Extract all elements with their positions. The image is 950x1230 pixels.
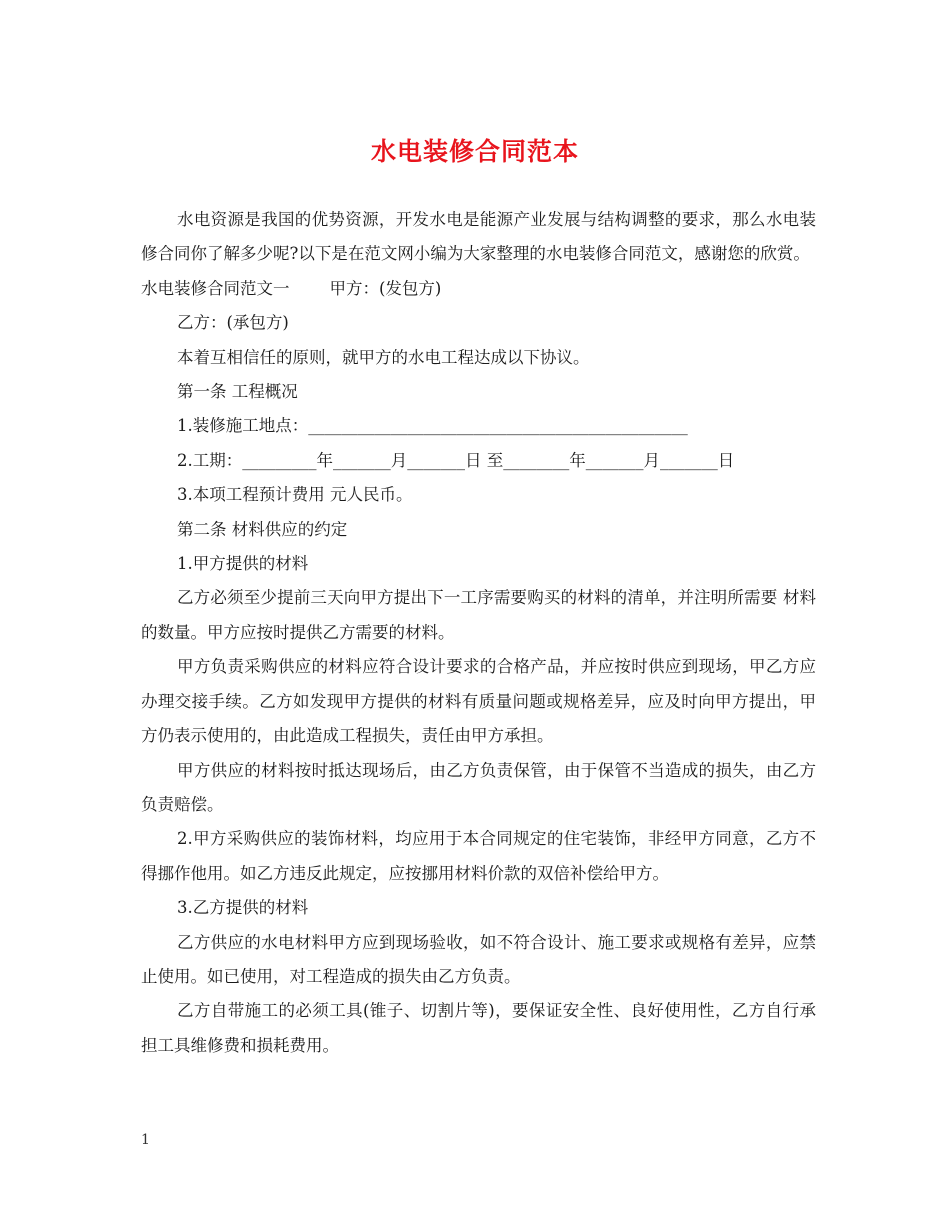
sample-heading-line — [141, 272, 816, 306]
article-1-item-1: 1.装修施工地点：______________________________________________ — [177, 416, 688, 436]
intro-paragraph: 水电资源是我国的优势资源，开发水电是能源产业发展与结构调整的要求，那么水电装修合同你了解多少呢?以下是在范文网小编为大家整理的水电装修合同范文，感谢您的欣赏。 — [141, 210, 816, 264]
preamble-paragraph: 本着互相信任的原则，就甲方的水电工程达成以下协议。 — [177, 347, 590, 367]
article-2-paragraph-5: 乙方自带施工的必须工具(锥子、切割片等)，要保证安全性、良好使用性，乙方自行承担工具维修费和损耗费用。 — [141, 1001, 816, 1055]
page-number: 1 — [141, 1132, 150, 1148]
article-2-paragraph-2: 甲方负责采购供应的材料应符合设计要求的合格产品，并应按时供应到现场，甲乙方应办理交接手续。乙方如发现甲方提供的材料有质量问题或规格差异，应及时向甲方提出，甲方仍表示使用的，由此造成工程损失，责任由甲方承担。 — [141, 657, 816, 746]
document-title: 水电装修合同范本 — [370, 137, 579, 166]
sample-heading: 水电装修合同范文一 — [141, 278, 290, 298]
article-2-item-2: 2.甲方采购供应的装饰材料，均应用于本合同规定的住宅装饰，非经甲方同意，乙方不得挪作他用。如乙方违反此规定，应按挪用材料价款的双倍补偿给甲方。 — [141, 829, 816, 883]
article-1-item-2: 2.工期：_________年_______月_______日 至________年_______月_______日 — [177, 450, 735, 470]
party-a-line: 甲方：(发包方) — [329, 278, 442, 298]
party-b-line: 乙方：(承包方) — [177, 313, 289, 333]
document-body — [141, 203, 816, 1063]
article-2-paragraph-4: 乙方供应的水电材料甲方应到现场验收，如不符合设计、施工要求或规格有差异，应禁止使用。如已使用，对工程造成的损失由乙方负责。 — [141, 932, 816, 986]
article-1-item-3: 3.本项工程预计费用 元人民币。 — [177, 485, 413, 505]
article-2-item-1-heading: 1.甲方提供的材料 — [177, 554, 309, 574]
article-2-heading: 第二条 材料供应的约定 — [177, 519, 348, 539]
article-2-item-3-heading: 3.乙方提供的材料 — [177, 898, 309, 918]
article-2-paragraph-1: 乙方必须至少提前三天向甲方提出下一工序需要购买的材料的清单，并注明所需要 材料的数量。甲方应按时提供乙方需要的材料。 — [141, 588, 816, 642]
article-1-heading: 第一条 工程概况 — [177, 382, 298, 402]
article-2-paragraph-3: 甲方供应的材料按时抵达现场后，由乙方负责保管，由于保管不当造成的损失，由乙方负责赔偿。 — [141, 760, 816, 814]
